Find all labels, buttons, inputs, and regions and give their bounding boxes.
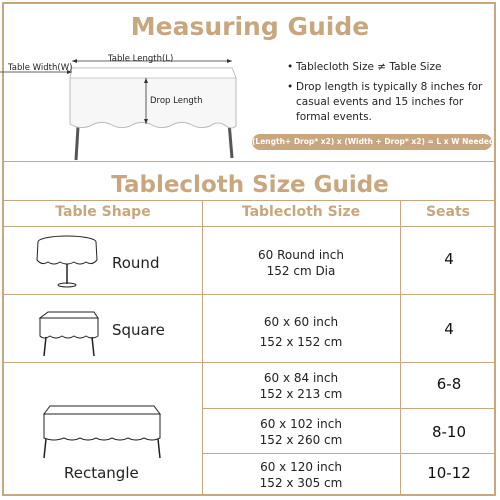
header-tablecloth-size: Tablecloth Size [241,204,361,220]
column-divider [400,200,401,496]
header-seats: Seats [425,204,471,220]
table-length-label: Table Length(L) [108,54,174,64]
row-divider [202,408,496,409]
header-divider [4,226,496,227]
size-cm: 152 x 213 cm [259,387,343,401]
seats-cell: 6-8 [436,375,462,393]
measuring-guide-title: Measuring Guide [130,12,370,41]
square-table-icon [36,304,106,364]
header-table-shape: Table Shape [55,204,151,220]
seats-cell: 4 [444,320,454,338]
section-divider [4,161,496,162]
size-cm: 152 x 260 cm [259,433,343,447]
formula-badge: (Length+ Drop* x2) x (Width + Drop* x2) = L x W Needed [252,134,492,150]
drop-length-label: Drop Length [150,96,203,106]
bullet-text-2: Drop length is typically 8 inches for casual events and 15 inches for formal events. [296,81,483,123]
rectangle-table-icon [32,400,172,460]
table-width-label: Table Width(W) [8,63,73,73]
size-inch: 60 x 120 inch [260,460,342,474]
size-guide-title: Tablecloth Size Guide [111,172,389,198]
size-inch: 60 x 102 inch [260,417,342,431]
size-cell [202,247,400,279]
table-top-border [4,200,496,201]
row-divider [202,453,496,454]
row-divider [4,294,496,295]
size-cm: 152 x 152 cm [259,335,343,349]
seats-cell: 10-12 [427,464,471,482]
bullet-text-1: Tablecloth Size ≠ Table Size [296,61,442,73]
size-cell [202,314,400,350]
size-cell [202,459,400,491]
round-table-icon [32,232,102,292]
size-cm: 152 x 305 cm [259,476,343,490]
size-inch: 60 Round inch [257,248,344,262]
shape-label-round: Round [112,254,160,272]
size-cell [202,370,400,402]
shape-label-rectangle: Rectangle [64,464,139,482]
size-cm: 152 cm Dia [266,264,336,278]
seats-cell: 8-10 [431,423,467,441]
seats-cell: 4 [444,250,454,268]
shape-label-square: Square [112,321,165,339]
bullet-item: • Tablecloth Size ≠ Table Size [287,61,442,73]
bullet-item: • Drop length is typically 8 inches for casual events and 15 inches for formal events. [287,81,483,123]
size-cell [202,416,400,448]
size-inch: 60 x 84 inch [263,371,339,385]
size-inch: 60 x 60 inch [263,315,339,329]
